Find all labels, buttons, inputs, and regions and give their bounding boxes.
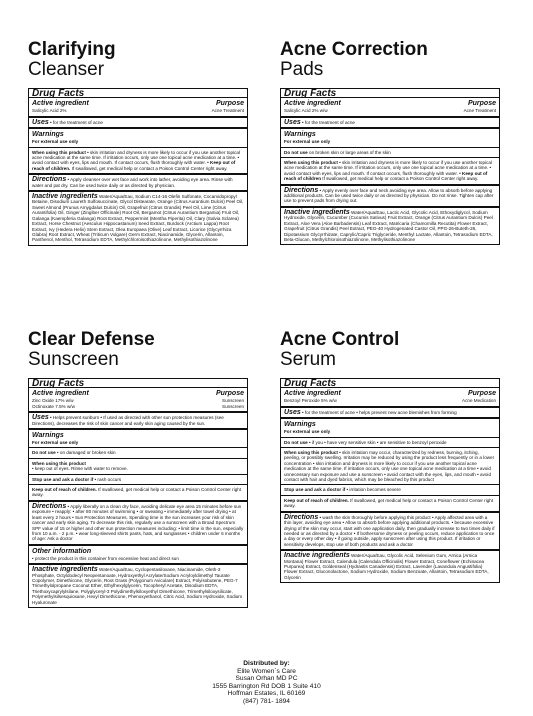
product-title: Clear Defense: [28, 329, 155, 350]
uses-text: • for the treatment of acne: [50, 119, 103, 125]
active-ingredient: Salicylic Acid 2% w/w: [284, 108, 328, 114]
uses-label: Uses: [284, 408, 301, 416]
keep-out-text: • Keep out of reach of children.: [32, 160, 236, 171]
active-ingredient: Salicylic Acid 2%: [32, 108, 67, 114]
distributor-line: Elite Women`s Care: [237, 667, 296, 675]
when-using-label: When using this product: [284, 450, 338, 456]
drug-facts-header: Drug Facts: [29, 89, 247, 98]
when-using-text: • skin irritation and dryness is more likely to occur if you use another topical acne medication at the same time. If irritation occurs, only use one topical acne medication at a time. • avoid contact with eyes, lips and mouth. If contact occurs, flush thoroughly with water.: [284, 160, 492, 176]
when-using-text: • keep out of eyes. Rinse with water to remove.: [32, 466, 128, 472]
other-info-text: • protect the product in this container from excessive heat and direct sun: [32, 555, 179, 561]
stop-use-text: • irritation becomes severe: [346, 487, 401, 493]
directions-text: • Apply cleanser over wet face and work into lather, avoiding eye area. Rinse with water and pat dry. Can be used twice daily or as directed by physician.: [32, 177, 233, 188]
when-using-label: When using this product: [284, 160, 338, 166]
active-purpose: Acne Treatment: [463, 108, 496, 114]
drug-facts-header: Drug Facts: [281, 89, 499, 98]
stop-use-label: Stop use and ask a doctor if: [32, 476, 94, 482]
inactive-text: Water/Aqua/Eau, Sodium C14-16 Olefin Sulfonate, Cocamidopropyl Betaine, Disodium Laureth Sulfosuccinate, Glycol Distearate, Orange (Citrus Aurantium Dulcis) Peel Oil, Sweet Almond (Prunus Amygdalus Dulcis) Oil, Grapefruit (Citrus Grandis) Peel Oil, Lime (Citrus Aurantifolia) Oil, Ginger (Zingiber Officinale) Root Oil, Bergamot (Citrus Aurantium Bergamia) Fruit Oil, Galanga (Kaempferia Galanga) Root Extract, Peppermint (Mentha Piperita) Oil, Clary (Salvia Sclarea) Extract, Horse Chestnut (Aesculus Hippocastanum) Seed Extract, Burdock (Arctium Lappa) Root Extract, Ivy (Hedera Helix) Stem Extract, Olea Europaea (Olive) Leaf Extract, Licorice (Glycyrrhiza Glabra) Root Extract, Wheat (Triticum Vulgare) Germ Extract, Niacinamide, Glycerin, Allantoin, Panthenol, Menthol, Tetrasodium EDTA, Methylchloroisothiazolinone, Methylisothiazolinone: [32, 194, 244, 243]
distributor-phone: (847) 781- 1894: [243, 697, 290, 705]
swallowed-text: If swallowed, get medical help or contact a Poison Control Center right away.: [322, 176, 479, 182]
inactive-text: Water/Aqua/Eau, Lactic Acid, Glycolic Acid, Ethoxydiglycol, Sodium Hydroxide, Glycerin, Cucumber (Cucumis Sativus) Fruit Extract, Orange (Citrus Aurantium Dulcis) Peel Extract, Aloe Vera (Aloe Barbadensis) Leaf Extract, Matricaria (Chamomilla Recutita) Flower Extract, Grapefruit (Citrus Grandis) Peel Extract, PEG-40 Hydrogenated Castor Oil, PPG-26-Buteth-26, Dipotassium Glycyrrhizate, Caprylic/Capric Triglyceride, Menthyl Lactate, Allantoin, Tetrasodium EDTA, Beta-Glucan, Methylchloroisothiazolinone, Methylisothiazolinone: [284, 209, 493, 242]
external-use-text: For external use only: [284, 429, 331, 435]
swallowed-text: If swallowed, get medical help or contact a Poison Control Center right away.: [32, 487, 242, 498]
swallowed-text: If swallowed, get medical help or contact a Poison Control Center right away.: [71, 165, 228, 171]
product-subtitle: Cleanser: [28, 59, 105, 80]
active-label: Active ingredient: [32, 100, 89, 108]
inactive-label: Inactive ingredients: [284, 552, 350, 560]
product-title: Acne Control: [280, 329, 400, 350]
active-label: Active ingredient: [284, 390, 341, 398]
uses-text: • for the treatment of acne: [302, 119, 355, 125]
product-subtitle: Pads: [280, 59, 324, 80]
distributor-line: 1555 Barrington Rd DOB 1 Suite 410: [212, 682, 321, 690]
do-not-use-label: Do not use: [284, 149, 308, 155]
inactive-label: Inactive ingredients: [32, 193, 98, 201]
active-purpose: Acne Medication: [462, 398, 496, 404]
drug-facts-header: Drug Facts: [29, 379, 247, 388]
product-subtitle: Serum: [280, 349, 336, 370]
do-not-use-text: • on damaged or broken skin: [57, 450, 116, 456]
inactive-label: Inactive ingredients: [284, 208, 350, 216]
product-title: Clarifying: [28, 39, 116, 60]
do-not-use-text: on broken skin or large areas of the skin: [309, 149, 391, 155]
when-using-text: • skin irritation may occur, characterized by redness, burning, itching, peeling, or possibly swelling. Irritation may be reduced by using the product less frequently or in a lower concentration • skin irritation and dryness is more likely to occur if you use another topical acne medication at the same time. If irritation occurs, only use one topical acne medication at a time • avoid unnecessary sun exposure and use a sunscreen • avoid contact with the eyes, lips, and mouth • avoid contact with hair and dyed fabrics, which may be bleached by this product: [284, 450, 495, 483]
purpose-label: Purpose: [215, 390, 244, 398]
external-use-text: For external use only: [32, 139, 79, 145]
directions-label: Directions: [284, 186, 319, 194]
directions-label: Directions: [32, 502, 67, 510]
keep-out-text: Keep out of reach of children.: [32, 487, 97, 493]
keep-out-text: Keep out of reach of children.: [284, 497, 349, 503]
distributor-line: Susan Orhan MD PC: [235, 675, 298, 683]
warnings-label: Warnings: [284, 131, 316, 139]
product-title: Acne Correction: [280, 39, 428, 60]
distributed-by-label: Distributed by:: [243, 660, 290, 667]
purpose-label: Purpose: [215, 100, 244, 108]
when-using-text: • skin irritation and dryness is more likely to occur if you use another topical acne medication at the same time. If irritation occurs, only use one topical acne medication at a time. • avoid contact with eyes, lips and mouth. If contact occurs, flush thoroughly with water.: [32, 149, 240, 166]
drug-facts-panel: [280, 88, 500, 245]
uses-label: Uses: [32, 414, 49, 422]
active-purpose: Sunscreen: [222, 398, 244, 404]
purpose-label: Purpose: [467, 100, 496, 108]
product-acne-control-serum: [280, 330, 500, 583]
purpose-label: Purpose: [467, 390, 496, 398]
active-ingredient: Zinc Oxide 17% w/w: [32, 398, 74, 404]
drug-facts-panel: [28, 88, 248, 246]
warnings-label: Warnings: [32, 432, 64, 440]
uses-text: • Helps prevent sunburn • If used as directed with other sun protection measures (see Directions), decreases the risk of skin cancer and early skin aging caused by the sun.: [32, 415, 224, 426]
distributor-line: Hoffman Estates, IL 60169: [227, 690, 306, 698]
drug-facts-panel: [28, 378, 248, 608]
directions-label: Directions: [32, 176, 67, 184]
active-ingredient: Octinoxate 7.5% w/w: [32, 403, 75, 409]
distributor-block: [0, 660, 533, 706]
external-use-text: For external use only: [32, 440, 79, 446]
inactive-text: Water/Aqua/Eau, Cyclopentasiloxane, Niacinamide, Oleth-3 Phosphate, Octyldodecyl Neopentanoate, Hydroxyethyl Acrylate/Sodium Acryloyldimethyl Taurate Copolymer, Dimethicone, Glycerin, Root Grass (Polygonum Aviculare) Extract, Polyisobutene, PEG-7 Trimethylolpropane Coconut Ether, Ethylhexylglycerin, Tocopheryl Acetate, Disodium EDTA, Triethoxycaprylylsilane, Polyglyceryl-3 Polydimethylsiloxyethyl Dimethicone, Trimethylsiloxysilicate, Polymethylsilsesquioxane, Hexyl Dimethicone, Phenoxyethanol, Citric Acid, Sodium Hydroxide, Sodium Hyaluronate: [32, 567, 243, 605]
inactive-text: Water/Aqua/Eau, Glycolic Acid, Selenium Gum, Arnica (Arnica Montana) Flower Extract, Calendula (Calendula Officinalis) Flower Extract, Coneflower (Echinacea Purpurea) Extract, Goldenseal (Hydrastis Canadensis) Extract, Lavender (Lavandula Angustifolia) Flower Extract, Gluconolactone, Sodium Hydroxide, Sodium Benzoate, Allantoin, Tetrasodium EDTA, Glycerin: [284, 553, 489, 580]
when-using-label: When using this product: [32, 149, 86, 155]
directions-label: Directions: [284, 513, 319, 521]
keep-out-text: • Keep out of reach of children: [284, 170, 488, 182]
directions-text: • Apply liberally on a clean dry face, avoiding delicate eye area 15 minutes before sun exposure • reapply: • after 80 minutes of swimming • or sweating • immediately after towel drying • at least every 2 hours • Sun Protection Measures. Spending time in the sun increases your risk of skin cancer and early skin aging. To decrease this risk, regularly use a sunscreen with a Broad Spectrum SPF value of 15 or higher and other sun protection measures including: • limit time in the sun, especially from 10 a.m. - 2 p.m. • wear long-sleeved shirts pants, hats, and sunglasses • children under 6 months of age: Ask a doctor: [32, 503, 244, 542]
directions-text: • wash the skin thoroughly before applying this product • Apply affected area with a thin layer, avoiding eye area • Allow to absorb before applying additional products. • because excessive drying of the skin may occur, start with one application daily, then gradually increase to two times daily if needed or as directed by a doctor • If bothersome dryness or peeling occurs, reduce application to once a day or every other day • if going outside, apply sunscreen after using this product. If irritation or sensitivity develops, stop use of both products and ask a doctor: [284, 514, 495, 547]
uses-label: Uses: [32, 118, 49, 126]
uses-label: Uses: [284, 118, 301, 126]
product-clear-defense-sunscreen: [28, 330, 248, 608]
do-not-use-text: • if you • have very sensitive skin • are sensitive to benzoyl peroxide: [309, 439, 447, 445]
product-acne-correction-pads: [280, 40, 500, 245]
active-purpose: Acne Treatment: [211, 108, 244, 114]
product-subtitle: Sunscreen: [28, 349, 119, 370]
warnings-label: Warnings: [32, 131, 64, 139]
product-clarifying-cleanser: [28, 40, 248, 246]
stop-use-text: • rash occurs: [94, 476, 122, 482]
do-not-use-label: Do not use: [284, 439, 308, 445]
do-not-use-label: Do not use: [32, 450, 56, 456]
uses-text: • for the treatment of acne • helps prevent new acne blemishes from forming: [302, 409, 457, 415]
active-ingredient: Benzoyl Peroxide 5% w/w: [284, 398, 337, 404]
active-label: Active ingredient: [32, 390, 89, 398]
active-label: Active ingredient: [284, 100, 341, 108]
warnings-label: Warnings: [284, 421, 316, 429]
drug-facts-header: Drug Facts: [281, 379, 499, 388]
active-purpose: Sunscreen: [222, 403, 244, 409]
when-using-label: When using this product: [32, 460, 86, 466]
other-info-label: Other information: [32, 547, 92, 555]
external-use-text: For external use only: [284, 139, 331, 145]
inactive-label: Inactive ingredients: [32, 566, 98, 574]
stop-use-label: Stop use and ask a doctor if: [284, 487, 346, 493]
drug-facts-panel: [280, 378, 500, 583]
swallowed-text: If swallowed, get medical help or contact a Poison Control Center right away.: [284, 497, 494, 509]
directions-text: • Apply evenly over face and neck avoiding eye area. Allow to absorb before applying additional products. Can be used twice daily or as directed by physician. Do not rinse. Tighten cap after use to prevent pads from drying out.: [284, 187, 494, 204]
